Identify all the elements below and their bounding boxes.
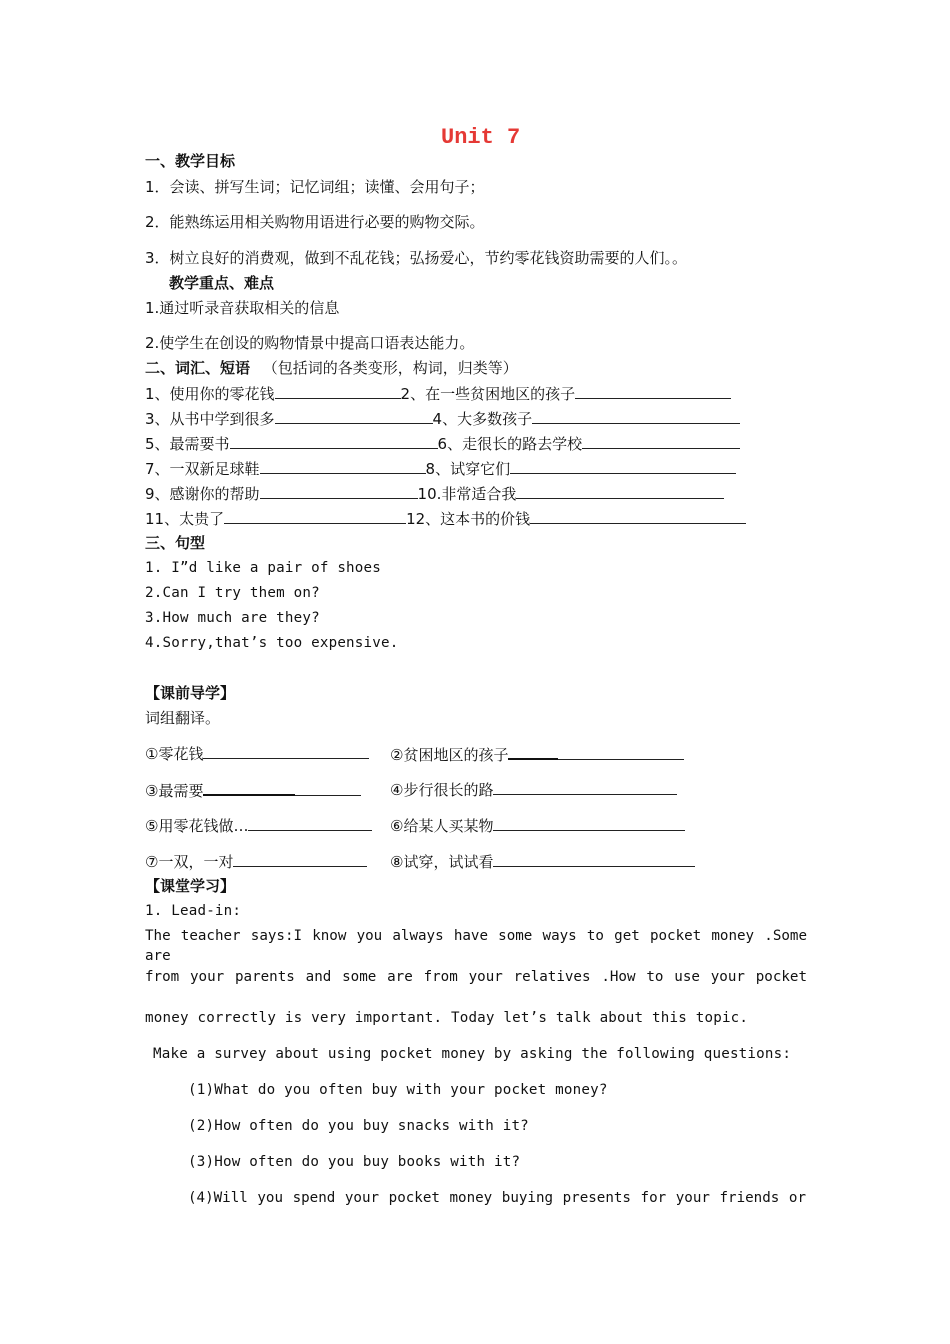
vocab-item: 10.非常适合我: [417, 485, 517, 503]
answer-blank[interactable]: [275, 383, 401, 399]
vocab-row: [145, 433, 740, 454]
vocab-item: 9、感谢你的帮助: [145, 485, 260, 503]
key-point-line: 2.使学生在创设的购物情景中提高口语表达能力。: [145, 334, 475, 352]
answer-blank[interactable]: [558, 744, 684, 760]
section-heading-classroom: 【课堂学习】: [145, 877, 236, 895]
survey-question: (1)What do you often buy with your pocket money?: [188, 1082, 608, 1098]
answer-blank[interactable]: [582, 433, 740, 449]
answer-blank[interactable]: [575, 383, 731, 399]
page-title: Unit 7: [441, 125, 521, 150]
paragraph-line: The teacher says:I know you always have some ways to get pocket money .Some are: [145, 928, 807, 964]
answer-blank[interactable]: [493, 851, 695, 867]
survey-question: (4)Will you spend your pocket money buying presents for your friends or: [188, 1190, 806, 1206]
section-heading-vocab: 二、词汇、短语: [145, 359, 251, 377]
preclass-item: [390, 851, 695, 872]
vocab-item: 4、大多数孩子: [432, 410, 533, 428]
answer-blank[interactable]: [516, 483, 724, 499]
goal-line: 2．能熟练运用相关购物用语进行必要的购物交际。: [145, 213, 485, 231]
preclass-item: [390, 779, 677, 800]
key-point-line: 1.通过听录音获取相关的信息: [145, 299, 340, 317]
sentence-line: 2.Can I try them on?: [145, 585, 320, 601]
section-heading-preclass: 【课前导学】: [145, 684, 236, 702]
vocab-row: [145, 508, 746, 529]
vocab-note: （包括词的各类变形，构词，归类等）: [262, 359, 518, 377]
sentence-line: 3.How much are they?: [145, 610, 320, 626]
preclass-item: [390, 743, 684, 765]
vocab-item: 6、走很长的路去学校: [437, 435, 583, 453]
leadin-label: 1. Lead-in:: [145, 903, 242, 919]
answer-blank[interactable]: [510, 458, 736, 474]
vocab-item: 12、这本书的价钱: [406, 510, 531, 528]
goal-line: 1．会读、拼写生词；记忆词组；读懂、会用句子；: [145, 178, 485, 196]
section-heading-sentences: 三、句型: [145, 534, 206, 552]
answer-blank[interactable]: [295, 780, 361, 796]
answer-blank[interactable]: [530, 508, 746, 524]
key-points-heading: 教学重点、难点: [169, 274, 275, 292]
paragraph-line: from your parents and some are from your relatives .How to use your pocket: [145, 969, 807, 985]
preclass-item-label: ④步行很长的路: [390, 781, 494, 799]
vocab-row: [145, 458, 736, 479]
sentence-line: 1. I”d like a pair of shoes: [145, 560, 382, 576]
preclass-instruction: 词组翻译。: [145, 709, 221, 727]
preclass-item: [145, 779, 361, 801]
answer-blank[interactable]: [532, 408, 740, 424]
section-heading-goals: 一、教学目标: [145, 152, 236, 170]
answer-blank[interactable]: [230, 433, 438, 449]
answer-blank[interactable]: [203, 743, 369, 759]
answer-blank[interactable]: [260, 458, 426, 474]
vocab-row: [145, 408, 740, 429]
answer-blank[interactable]: [248, 815, 372, 831]
vocab-item: 11、太贵了: [145, 510, 225, 528]
survey-question: (2)How often do you buy snacks with it?: [188, 1118, 529, 1134]
preclass-item-label: ①零花钱: [145, 745, 204, 763]
vocab-item: 8、试穿它们: [425, 460, 511, 478]
vocab-item: 1、使用你的零花钱: [145, 385, 275, 403]
answer-blank[interactable]: [275, 408, 433, 424]
vocab-row: [145, 383, 731, 404]
answer-blank[interactable]: [493, 779, 677, 795]
answer-blank[interactable]: [508, 743, 558, 760]
answer-blank[interactable]: [493, 815, 685, 831]
goal-line: 3．树立良好的消费观，做到不乱花钱；弘扬爱心，节约零花钱资助需要的人们。。: [145, 249, 688, 267]
preclass-item-label: ②贫困地区的孩子: [390, 746, 509, 764]
survey-instruction: Make a survey about using pocket money by asking the following questions:: [153, 1046, 792, 1062]
paragraph-line: money correctly is very important. Today let’s talk about this topic.: [145, 1010, 749, 1026]
vocab-item: 5、最需要书: [145, 435, 230, 453]
preclass-item-label: ⑦一双，一对: [145, 853, 234, 871]
preclass-item: [390, 815, 685, 836]
vocab-item: 2、在一些贫困地区的孩子: [400, 385, 576, 403]
vocab-item: 7、一双新足球鞋: [145, 460, 260, 478]
section-heading-vocab-row: [145, 358, 518, 378]
preclass-item-label: ⑧试穿，试试看: [390, 853, 494, 871]
vocab-row: [145, 483, 724, 504]
answer-blank[interactable]: [203, 779, 295, 796]
preclass-item: [145, 851, 367, 872]
answer-blank[interactable]: [224, 508, 406, 524]
preclass-item-label: ⑥给某人买某物: [390, 817, 494, 835]
survey-question: (3)How often do you buy books with it?: [188, 1154, 521, 1170]
answer-blank[interactable]: [233, 851, 367, 867]
answer-blank[interactable]: [260, 483, 418, 499]
preclass-item-label: ⑤用零花钱做…: [145, 817, 249, 835]
preclass-item: [145, 743, 369, 764]
preclass-item-label: ③最需要: [145, 782, 204, 800]
vocab-item: 3、从书中学到很多: [145, 410, 275, 428]
preclass-item: [145, 815, 372, 836]
sentence-line: 4.Sorry,that’s too expensive.: [145, 635, 399, 651]
